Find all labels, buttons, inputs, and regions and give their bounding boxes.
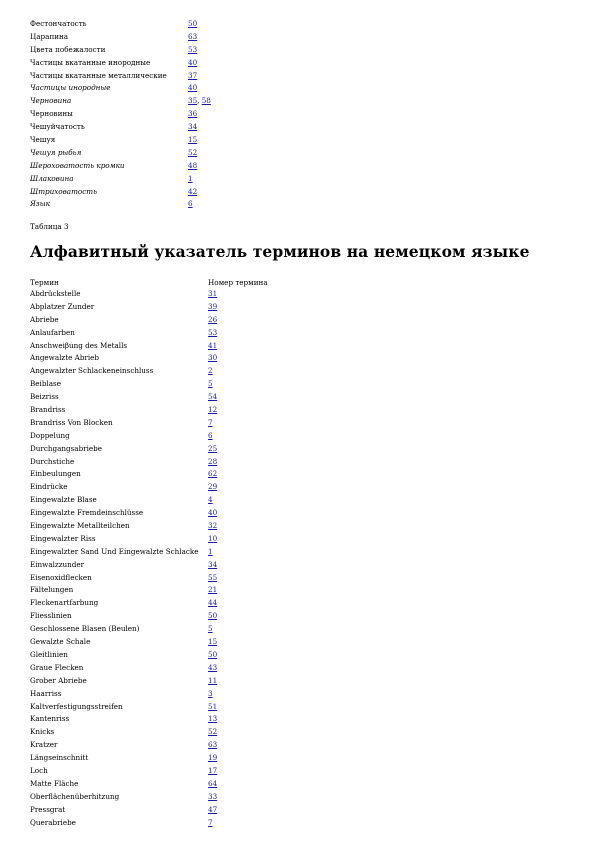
table-label: Таблица 3 <box>30 222 69 231</box>
index-numbers <box>188 121 197 134</box>
index-numbers <box>208 430 213 443</box>
index-numbers <box>208 378 213 391</box>
term-number-link[interactable]: 26 <box>208 314 218 324</box>
index-term: Черновины <box>30 109 73 119</box>
index-numbers <box>208 352 217 365</box>
index-term: Штриховатость <box>30 186 97 196</box>
term-number-link[interactable]: 7 <box>208 817 213 827</box>
term-number-link[interactable]: 40 <box>208 508 218 518</box>
index-term: Частицы инородные <box>30 83 111 93</box>
index-term: Gleitlinien <box>30 649 68 659</box>
column-header-term: Термин <box>30 278 59 287</box>
index-numbers <box>208 675 217 688</box>
index-numbers <box>208 507 217 520</box>
term-number-link[interactable]: 1 <box>188 173 193 183</box>
index-term: Фестончатость <box>30 19 87 28</box>
index-numbers <box>208 688 213 701</box>
index-term: Oberflächenüberhitzung <box>30 791 120 801</box>
term-number-link[interactable]: 10 <box>208 533 218 543</box>
index-numbers <box>188 173 193 186</box>
index-term: Angewalzte Abrieb <box>30 353 100 363</box>
index-numbers <box>188 134 197 147</box>
index-numbers <box>208 404 217 417</box>
index-numbers <box>208 559 217 572</box>
term-number-link[interactable]: 31 <box>208 289 218 298</box>
term-number-link[interactable]: 62 <box>208 469 218 479</box>
term-number-link[interactable]: 63 <box>188 31 198 41</box>
index-numbers <box>208 584 217 597</box>
index-term: Чешуйчатость <box>30 122 85 132</box>
index-numbers <box>208 533 217 546</box>
index-term: Чешуя <box>30 135 56 145</box>
index-term: Graue Flecken <box>30 662 84 672</box>
term-number-link[interactable]: 6 <box>188 199 193 209</box>
index-term: Eindrücke <box>30 482 68 492</box>
index-term: Brandriss <box>30 405 66 415</box>
term-number-link[interactable]: 32 <box>208 521 218 531</box>
table-header <box>30 276 570 289</box>
index-numbers <box>188 70 197 83</box>
index-numbers <box>208 365 213 378</box>
index-term: Eisenoxidflecken <box>30 572 92 582</box>
term-number-link[interactable]: 5 <box>208 379 213 389</box>
index-numbers <box>208 572 217 585</box>
term-number-link[interactable]: 36 <box>188 109 198 119</box>
index-term: Черновина <box>30 96 72 106</box>
index-numbers <box>208 662 217 675</box>
index-term: Abplatzer Zunder <box>30 301 95 311</box>
term-number-link[interactable]: 37 <box>188 70 198 80</box>
index-term: Eingewalzte Metallteilchen <box>30 521 130 531</box>
term-number-link[interactable]: 15 <box>188 135 198 145</box>
term-number-link[interactable]: 34 <box>188 122 198 132</box>
term-number-link[interactable]: 50 <box>188 19 198 28</box>
index-numbers <box>208 791 217 804</box>
term-number-link[interactable]: 43 <box>208 662 218 672</box>
term-number-link[interactable]: 35 <box>188 96 198 106</box>
index-term: Haarriss <box>30 688 62 698</box>
index-numbers <box>208 391 217 404</box>
index-numbers <box>208 443 217 456</box>
term-number-link[interactable]: 50 <box>208 611 218 621</box>
index-numbers <box>208 765 217 778</box>
term-number-link[interactable]: 58 <box>201 96 211 106</box>
term-number-link[interactable]: 28 <box>208 456 218 466</box>
index-term: Grober Abriebe <box>30 675 87 685</box>
index-term: Частицы вкатанные инородные <box>30 57 151 67</box>
index-numbers <box>208 340 217 353</box>
index-term: Fliesslinien <box>30 611 72 621</box>
index-numbers <box>208 636 217 649</box>
term-number-link[interactable]: 55 <box>208 572 218 582</box>
term-number-link[interactable]: 2 <box>208 366 213 376</box>
index-term: Язык <box>30 199 50 209</box>
index-term: Längseinschnitt <box>30 753 89 763</box>
term-number-link[interactable]: 47 <box>208 804 218 814</box>
term-number-link[interactable]: 30 <box>208 353 218 363</box>
index-term: Шероховатость кромки <box>30 160 125 170</box>
index-numbers <box>188 82 197 95</box>
index-term: Einbeulungen <box>30 469 81 479</box>
index-term: Durchgangsabriebe <box>30 443 103 453</box>
index-numbers <box>188 198 193 211</box>
index-term: Anschweiβung des Metalls <box>30 340 128 350</box>
term-number-link[interactable]: 12 <box>208 405 218 415</box>
index-term: Eingewalzte Blase <box>30 495 97 505</box>
term-number-link[interactable]: 25 <box>208 443 218 453</box>
index-term: Eingewalzter Sand Und Eingewalzte Schlacke <box>30 546 199 556</box>
term-number-link[interactable]: 33 <box>208 791 218 801</box>
index-term: Loch <box>30 765 48 775</box>
term-number-link[interactable]: 52 <box>208 727 218 737</box>
index-numbers <box>208 314 217 327</box>
term-number-link[interactable]: 15 <box>208 637 218 647</box>
index-numbers <box>208 610 217 623</box>
index-numbers <box>208 649 217 662</box>
term-number-link[interactable]: 48 <box>188 160 198 170</box>
index-numbers <box>208 546 213 559</box>
index-term: Knicks <box>30 727 55 737</box>
index-term: Durchstiche <box>30 456 75 466</box>
term-number-link[interactable]: 40 <box>188 57 198 67</box>
index-term: Doppelung <box>30 430 70 440</box>
term-number-link[interactable]: 34 <box>208 559 218 569</box>
index-term: Цвета побежалости <box>30 44 106 54</box>
index-numbers <box>208 726 217 739</box>
index-term: Abriebe <box>30 314 59 324</box>
term-number-link[interactable]: 6 <box>208 430 213 440</box>
index-term: Частицы вкатанные металлические <box>30 70 167 80</box>
term-number-link[interactable]: 19 <box>208 753 218 763</box>
index-term: Gewalzte Schale <box>30 637 91 647</box>
index-numbers <box>208 481 217 494</box>
index-term: Шлаковина <box>30 173 74 183</box>
index-numbers <box>208 520 217 533</box>
index-numbers <box>188 31 197 44</box>
index-numbers <box>208 778 217 791</box>
index-numbers <box>208 417 213 430</box>
index-term: Anlaufarben <box>30 327 75 337</box>
index-numbers <box>208 623 213 636</box>
index-numbers <box>188 186 197 199</box>
term-number-link[interactable]: 1 <box>208 546 213 556</box>
index-numbers <box>208 288 217 301</box>
index-term: Fleckenartfarbung <box>30 598 99 608</box>
index-numbers <box>208 713 217 726</box>
index-numbers <box>208 327 217 340</box>
term-number-link[interactable]: 52 <box>188 147 198 157</box>
term-number-link[interactable]: 53 <box>208 327 218 337</box>
index-term: Kratzer <box>30 740 58 750</box>
index-numbers <box>208 597 217 610</box>
index-term: Царапина <box>30 31 69 41</box>
term-number-link[interactable]: 7 <box>208 417 213 427</box>
index-numbers <box>208 701 217 714</box>
term-number-link[interactable]: 51 <box>208 701 218 711</box>
term-number-link[interactable]: 54 <box>208 392 218 402</box>
index-numbers <box>188 108 197 121</box>
index-numbers <box>208 468 217 481</box>
index-numbers: 35, 58 <box>188 96 211 106</box>
term-number-link[interactable]: 44 <box>208 598 218 608</box>
term-number-link[interactable]: 13 <box>208 714 218 724</box>
term-number-link[interactable]: 53 <box>188 44 198 54</box>
index-term: Querabriebe <box>30 817 76 827</box>
term-number-link[interactable]: 17 <box>208 765 218 775</box>
index-numbers <box>188 57 197 70</box>
term-number-link[interactable]: 29 <box>208 482 218 492</box>
term-number-link[interactable]: 64 <box>208 778 218 788</box>
index-numbers <box>188 147 197 160</box>
index-term: Angewalzter Schlackeneinschluss <box>30 366 154 376</box>
term-number-link[interactable]: 50 <box>208 649 218 659</box>
term-number-link[interactable]: 5 <box>208 624 213 634</box>
term-number-link[interactable]: 39 <box>208 301 218 311</box>
index-numbers <box>208 752 217 765</box>
index-term: Fältelungen <box>30 585 74 595</box>
column-header-number: Номер термина <box>208 278 268 287</box>
index-numbers <box>188 18 197 31</box>
term-number-link[interactable]: 11 <box>208 675 218 685</box>
index-term: Abdrückstelle <box>30 289 81 298</box>
index-term: Pressgrat <box>30 804 66 814</box>
index-term: Kaltverfestigungsstreifen <box>30 701 123 711</box>
term-number-link[interactable]: 21 <box>208 585 218 595</box>
page-title: Алфавитный указатель терминов на немецком языке <box>30 242 530 261</box>
term-number-link[interactable]: 4 <box>208 495 213 505</box>
index-numbers <box>208 739 217 752</box>
index-numbers <box>188 44 197 57</box>
term-number-link[interactable]: 41 <box>208 340 218 350</box>
index-term: Geschlossene Blasen (Beulen) <box>30 624 140 634</box>
index-numbers <box>208 301 217 314</box>
index-numbers <box>208 804 217 817</box>
index-term: Matte Fläche <box>30 778 79 788</box>
index-term: Kantenriss <box>30 714 70 724</box>
index-term: Чешуя рыбья <box>30 147 82 157</box>
index-numbers <box>208 817 213 830</box>
index-numbers <box>208 494 213 507</box>
index-numbers <box>208 456 217 469</box>
index-term: Beiblase <box>30 379 61 389</box>
index-term: Eingewalzte Fremdeinschlüsse <box>30 508 144 518</box>
index-term: Brandriss Von Blocken <box>30 417 113 427</box>
index-term: Eingewalzter Riss <box>30 533 96 543</box>
term-number-link[interactable]: 40 <box>188 83 198 93</box>
index-term: Beizriss <box>30 392 59 402</box>
term-number-link[interactable]: 3 <box>208 688 213 698</box>
index-numbers <box>188 160 197 173</box>
index-term: Einwalzzunder <box>30 559 85 569</box>
term-number-link[interactable]: 42 <box>188 186 198 196</box>
term-number-link[interactable]: 63 <box>208 740 218 750</box>
